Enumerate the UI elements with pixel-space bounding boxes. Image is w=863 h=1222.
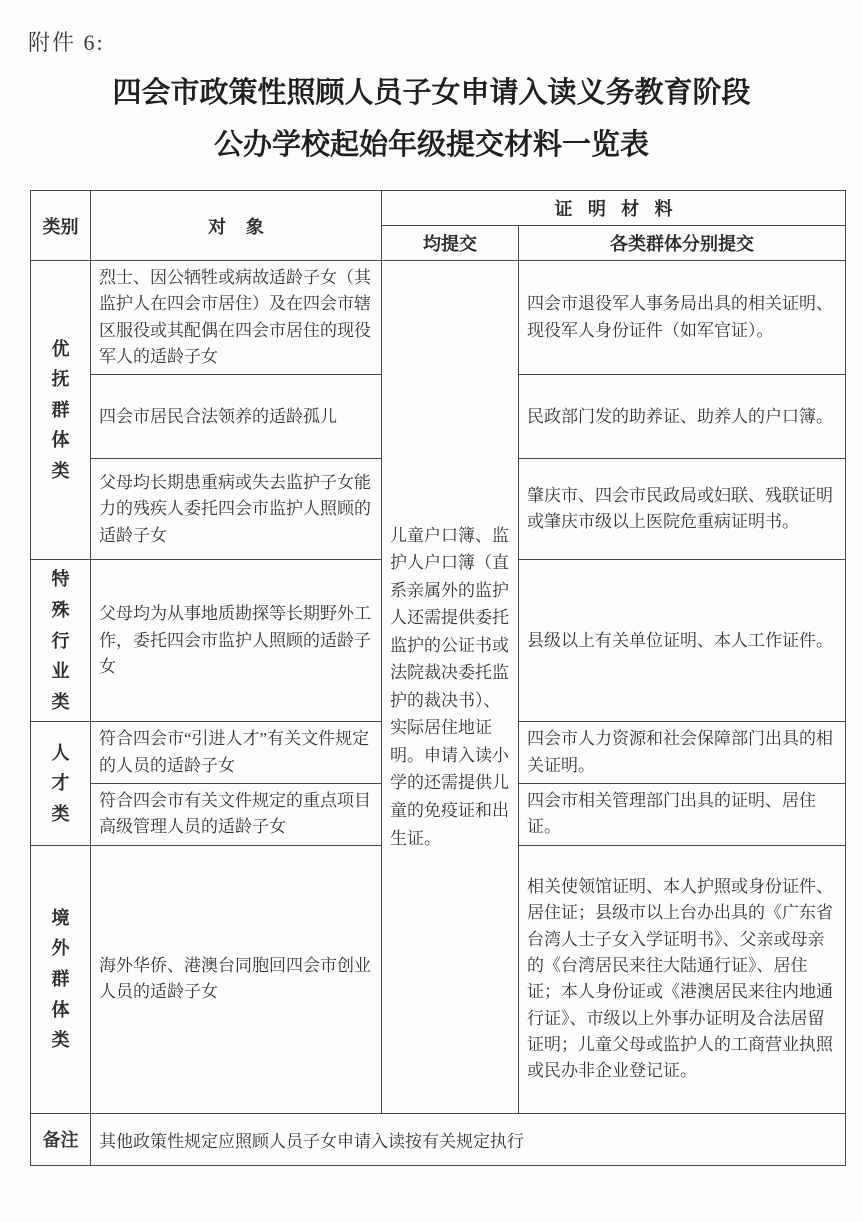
object-cell: 父母均长期患重病或失去监护子女能力的残疾人委托四会市监护人照顾的适龄子女 [91,459,382,560]
table-row [31,261,846,375]
header-category: 类别 [31,191,91,261]
group-submit-cell: 民政部门发的助养证、助养人的户口簿。 [519,375,846,459]
header-object: 对象 [91,191,382,261]
group-submit-cell: 相关使领馆证明、本人护照或身份证件、居住证；县级市以上台办出具的《广东省台湾人士子女入学证明书》、父亲或母亲的《台湾居民来往大陆通行证》、居住证；本人身份证或《港澳居民来往内地通行证》、市级以上外事办证明及合法居留证明；儿童父母或监护人的工商营业执照或民办非企业登记证。 [519,845,846,1113]
remark-row [31,1113,846,1165]
object-cell: 符合四会市有关文件规定的重点项目高级管理人员的适龄子女 [91,784,382,846]
title-line-2: 公办学校起始年级提交材料一览表 [213,128,649,161]
object-cell: 符合四会市“引进人才”有关文件规定的人员的适龄子女 [91,722,382,784]
header-all-submit: 均提交 [382,226,519,261]
category-cell-special-industry: 特殊行业类 [31,560,91,722]
group-submit-cell: 四会市相关管理部门出具的证明、居住证。 [519,784,846,846]
category-cell-overseas: 境外群体类 [31,845,91,1113]
group-submit-cell: 肇庆市、四会市民政局或妇联、残联证明或肇庆市级以上医院危重病证明书。 [519,459,846,560]
materials-table [30,190,846,1166]
attachment-label: 附件 6: [28,30,105,55]
object-cell: 海外华侨、港澳台同胞回四会市创业人员的适龄子女 [91,845,382,1113]
document-title [0,68,863,171]
remark-text: 其他政策性规定应照顾人员子女申请入读按有关规定执行 [91,1113,846,1165]
group-submit-cell: 县级以上有关单位证明、本人工作证件。 [519,560,846,722]
object-cell: 四会市居民合法领养的适龄孤儿 [91,375,382,459]
category-cell-talent: 人才类 [31,722,91,845]
header-proof-materials: 证明材料 [382,191,846,226]
category-cell-preferential: 优抚群体类 [31,261,91,560]
header-group-submit: 各类群体分别提交 [519,226,846,261]
remark-label: 备注 [31,1113,91,1165]
object-cell: 父母均为从事地质勘探等长期野外工作，委托四会市监护人照顾的适龄子女 [91,560,382,722]
group-submit-cell: 四会市人力资源和社会保障部门出具的相关证明。 [519,722,846,784]
all-submit-cell: 儿童户口簿、监护人户口簿（直系亲属外的监护人还需提供委托监护的公证书或法院裁决委托监护的裁决书）、实际居住地证明。申请入读小学的还需提供儿童的免疫证和出生证。 [382,261,519,1114]
object-cell: 烈士、因公牺牲或病故适龄子女（其监护人在四会市居住）及在四会市辖区服役或其配偶在四会市居住的现役军人的适龄子女 [91,261,382,375]
group-submit-cell: 四会市退役军人事务局出具的相关证明、现役军人身份证件（如军官证）。 [519,261,846,375]
title-line-1: 四会市政策性照顾人员子女申请入读义务教育阶段 [112,77,751,109]
